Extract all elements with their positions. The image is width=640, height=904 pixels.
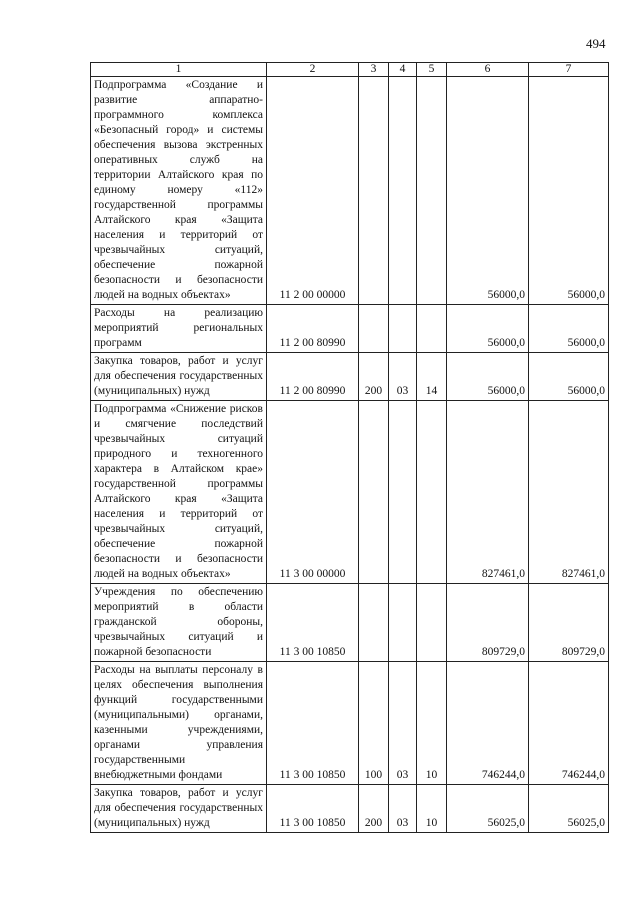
row-amount-7: 56000,0	[529, 353, 609, 401]
row-expense-type	[359, 584, 389, 662]
row-amount-6: 809729,0	[447, 584, 529, 662]
row-amount-7: 56000,0	[529, 305, 609, 353]
row-expense-type	[359, 77, 389, 305]
row-code: 11 2 00 00000	[267, 77, 359, 305]
row-subsection	[417, 305, 447, 353]
budget-table	[90, 62, 609, 833]
row-subsection: 10	[417, 662, 447, 785]
table-row	[91, 401, 609, 584]
row-subsection	[417, 77, 447, 305]
row-name: Учреждения по обеспечению мероприятий в области гражданской обороны, чрезвычайных ситуаций и пожарной безопасности	[91, 584, 267, 662]
header-cell: 2	[267, 63, 359, 77]
header-cell: 3	[359, 63, 389, 77]
row-expense-type	[359, 305, 389, 353]
row-section: 03	[389, 785, 417, 833]
table-row	[91, 77, 609, 305]
row-name: Подпрограмма «Снижение рисков и смягчение последствий чрезвычайных ситуаций природного и техногенного характера в Алтайском крае» государственной программы Алтайского края «Защита населения и территорий от чрезвычайных ситуаций, обеспечение пожарной безопасности и безопасности людей на водных объектах»	[91, 401, 267, 584]
row-expense-type: 100	[359, 662, 389, 785]
row-amount-7: 56025,0	[529, 785, 609, 833]
row-section: 03	[389, 353, 417, 401]
row-subsection	[417, 584, 447, 662]
row-code: 11 3 00 10850	[267, 785, 359, 833]
table-row	[91, 785, 609, 833]
row-code: 11 3 00 10850	[267, 662, 359, 785]
table-row	[91, 305, 609, 353]
table-row	[91, 584, 609, 662]
header-cell: 5	[417, 63, 447, 77]
row-name: Подпрограмма «Создание и развитие аппаратно-программного комплекса «Безопасный город» и системы обеспечения вызова экстренных оперативных служб на территории Алтайского края по единому номеру «112» государственной программы Алтайского края «Защита населения и территорий от чрезвычайных ситуаций, обеспечение пожарной безопасности и безопасности людей на водных объектах»	[91, 77, 267, 305]
row-amount-6: 827461,0	[447, 401, 529, 584]
row-expense-type	[359, 401, 389, 584]
row-amount-6: 56000,0	[447, 305, 529, 353]
row-amount-6: 56000,0	[447, 77, 529, 305]
row-amount-6: 56025,0	[447, 785, 529, 833]
row-code: 11 2 00 80990	[267, 305, 359, 353]
header-cell: 7	[529, 63, 609, 77]
row-section	[389, 584, 417, 662]
header-row	[91, 63, 609, 77]
row-name: Закупка товаров, работ и услуг для обеспечения государственных (муниципальных) нужд	[91, 785, 267, 833]
row-amount-6: 56000,0	[447, 353, 529, 401]
row-amount-6: 746244,0	[447, 662, 529, 785]
row-amount-7: 56000,0	[529, 77, 609, 305]
page-number: 494	[586, 36, 606, 51]
row-section	[389, 305, 417, 353]
row-subsection: 14	[417, 353, 447, 401]
row-code: 11 3 00 10850	[267, 584, 359, 662]
row-section: 03	[389, 662, 417, 785]
header-cell: 4	[389, 63, 417, 77]
row-subsection	[417, 401, 447, 584]
row-code: 11 2 00 80990	[267, 353, 359, 401]
row-expense-type: 200	[359, 353, 389, 401]
table-row	[91, 662, 609, 785]
table-row	[91, 353, 609, 401]
row-name: Закупка товаров, работ и услуг для обеспечения государственных (муниципальных) нужд	[91, 353, 267, 401]
row-name: Расходы на выплаты персоналу в целях обеспечения выполнения функций государственными (муниципальными) органами, казенными учреждениями, органами управления государственными внебюджетными фондами	[91, 662, 267, 785]
header-cell: 6	[447, 63, 529, 77]
row-amount-7: 809729,0	[529, 584, 609, 662]
row-amount-7: 827461,0	[529, 401, 609, 584]
row-subsection: 10	[417, 785, 447, 833]
header-cell: 1	[91, 63, 267, 77]
row-section	[389, 77, 417, 305]
row-name: Расходы на реализацию мероприятий региональных программ	[91, 305, 267, 353]
row-expense-type: 200	[359, 785, 389, 833]
row-amount-7: 746244,0	[529, 662, 609, 785]
row-section	[389, 401, 417, 584]
row-code: 11 3 00 00000	[267, 401, 359, 584]
